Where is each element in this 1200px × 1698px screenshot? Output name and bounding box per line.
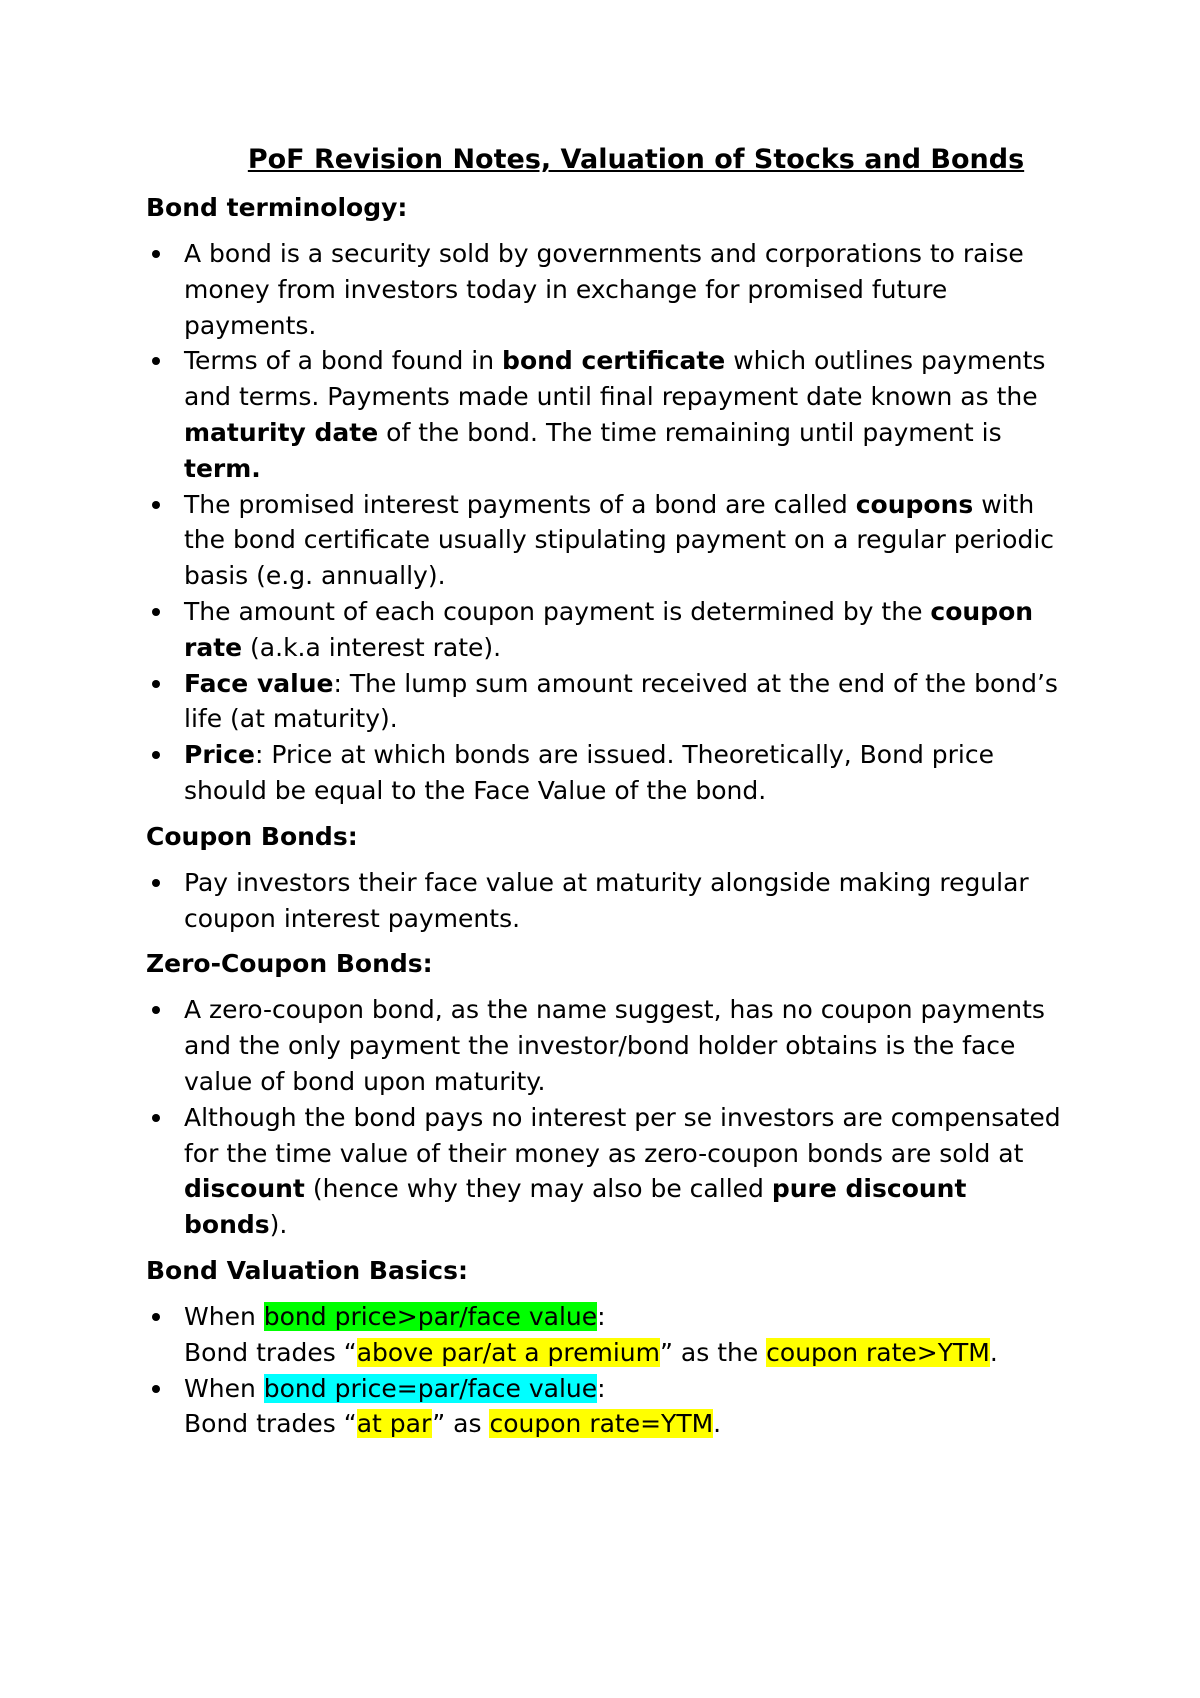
list-item: Pay investors their face value at maturity alongside making regular coupon interest payments.	[146, 865, 1076, 937]
section-heading-bond-valuation-basics: Bond Valuation Basics:	[146, 1255, 468, 1285]
section-heading-zero-coupon-bonds: Zero-Coupon Bonds:	[146, 949, 433, 979]
coupon-bonds-list	[146, 865, 1076, 937]
bond-valuation-list	[146, 1299, 1076, 1442]
highlight-green: bond price>par/face value	[263, 1301, 598, 1331]
highlight-yellow: coupon rate=YTM	[489, 1409, 714, 1439]
list-item: The amount of each coupon payment is determined by the coupon rate (a.k.a interest rate).	[146, 594, 1076, 666]
bond-terminology-list	[146, 236, 1076, 809]
highlight-cyan: bond price=par/face value	[263, 1373, 598, 1403]
highlight-yellow: at par	[356, 1409, 433, 1439]
list-item: When bond price>par/face value: Bond trades “above par/at a premium” as the coupon rate>YTM.	[146, 1299, 1076, 1371]
list-item: When bond price=par/face value: Bond trades “at par” as coupon rate=YTM.	[146, 1371, 1076, 1443]
list-item: A zero-coupon bond, as the name suggest, has no coupon payments and the only payment the investor/bond holder obtains is the face value of bond upon maturity.	[146, 992, 1076, 1099]
list-item: A bond is a security sold by governments and corporations to raise money from investors today in exchange for promised future payments.	[146, 236, 1076, 343]
page-title: PoF Revision Notes, Valuation of Stocks and Bonds	[247, 144, 1025, 175]
highlight-yellow: coupon rate>YTM	[766, 1337, 990, 1367]
list-item: The promised interest payments of a bond are called coupons with the bond certificate usually stipulating payment on a regular periodic basis (e.g. annually).	[146, 487, 1076, 594]
list-item: Face value: The lump sum amount received at the end of the bond’s life (at maturity).	[146, 666, 1076, 738]
highlight-yellow: above par/at a premium	[356, 1337, 660, 1367]
zero-coupon-bonds-list	[146, 992, 1076, 1243]
list-item: Terms of a bond found in bond certificate which outlines payments and terms. Payments made until final repayment date known as the maturity date of the bond. The time remaining until payment is term.	[146, 343, 1076, 486]
document-page	[146, 140, 1076, 1452]
section-heading-bond-terminology: Bond terminology:	[146, 193, 408, 222]
list-item: Price: Price at which bonds are issued. Theoretically, Bond price should be equal to the Face Value of the bond.	[146, 737, 1076, 809]
list-item: Although the bond pays no interest per se investors are compensated for the time value of their money as zero-coupon bonds are sold at discount (hence why they may also be called pure discount bonds).	[146, 1100, 1076, 1243]
section-heading-coupon-bonds: Coupon Bonds:	[146, 821, 358, 851]
